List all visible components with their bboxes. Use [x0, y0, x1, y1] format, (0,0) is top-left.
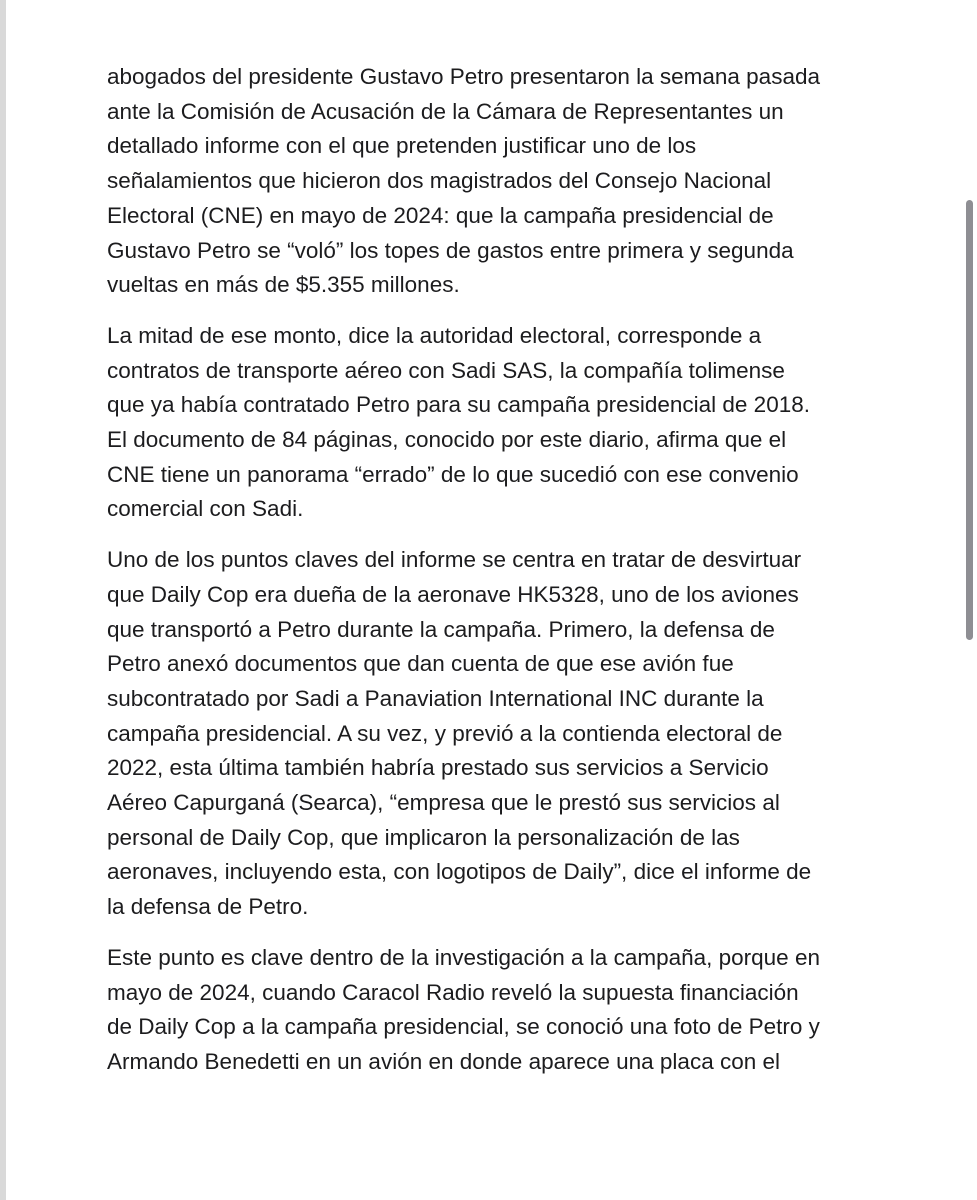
text-line: que transportó a Petro durante la campaña. Primero, la defensa de	[107, 616, 775, 642]
vertical-scrollbar[interactable]	[963, 0, 977, 1200]
text-line: que Daily Cop era dueña de la aeronave HK5328, uno de los aviones	[107, 581, 799, 607]
text-line: la defensa de Petro.	[107, 894, 309, 920]
text-line: Petro anexó documentos que dan cuenta de que ese avión fue	[107, 651, 734, 677]
text-line: Aéreo Capurganá (Searca), “empresa que le prestó sus servicios al	[107, 790, 780, 816]
text-line: abogados del presidente Gustavo Petro presentaron la semana pasada	[107, 64, 820, 89]
text-line: subcontratado por Sadi a Panaviation International INC durante la	[107, 685, 764, 711]
text-line: La mitad de ese monto, dice la autoridad electoral, corresponde a	[107, 322, 762, 348]
text-line: de Daily Cop a la campaña presidencial, se conoció una foto de Petro y	[107, 1014, 820, 1040]
text-line: campaña presidencial. A su vez, y previó a la contienda electoral de	[107, 720, 783, 746]
text-line: personal de Daily Cop, que implicaron la personalización de las	[107, 824, 740, 850]
text-line: señalamientos que hicieron dos magistrados del Consejo Nacional	[107, 168, 772, 194]
left-edge-divider	[0, 0, 6, 1200]
text-line: 2022, esta última también habría prestado sus servicios a Servicio	[107, 755, 769, 781]
text-line: Armando Benedetti en un avión en donde aparece una placa con el	[107, 1048, 781, 1074]
text-line: El documento de 84 páginas, conocido por este diario, afirma que el	[107, 427, 787, 453]
paragraph-1	[107, 60, 882, 303]
paragraph-3	[107, 543, 882, 925]
text-line: detallado informe con el que pretenden justificar uno de los	[107, 133, 697, 159]
text-line: comercial con Sadi.	[107, 496, 304, 522]
text-line: ante la Comisión de Acusación de la Cámara de Representantes un	[107, 98, 784, 124]
text-line: mayo de 2024, cuando Caracol Radio reveló la supuesta financiación	[107, 979, 799, 1005]
text-line: aeronaves, incluyendo esta, con logotipos de Daily”, dice el informe de	[107, 859, 812, 885]
paragraph-4	[107, 941, 882, 1080]
text-line: Este punto es clave dentro de la investigación a la campaña, porque en	[107, 944, 820, 970]
text-line: Gustavo Petro se “voló” los topes de gastos entre primera y segunda	[107, 237, 794, 263]
text-line: que ya había contratado Petro para su campaña presidencial de 2018.	[107, 392, 810, 418]
text-line: contratos de transporte aéreo con Sadi SAS, la compañía tolimense	[107, 357, 785, 383]
paragraph-2	[107, 319, 882, 527]
scrollbar-thumb[interactable]	[966, 200, 973, 640]
text-line: CNE tiene un panorama “errado” de lo que sucedió con ese convenio	[107, 461, 799, 487]
article-body	[107, 60, 882, 1080]
text-line: vueltas en más de $5.355 millones.	[107, 272, 460, 298]
text-line: Uno de los puntos claves del informe se centra en tratar de desvirtuar	[107, 547, 802, 573]
text-line: Electoral (CNE) en mayo de 2024: que la campaña presidencial de	[107, 202, 774, 228]
